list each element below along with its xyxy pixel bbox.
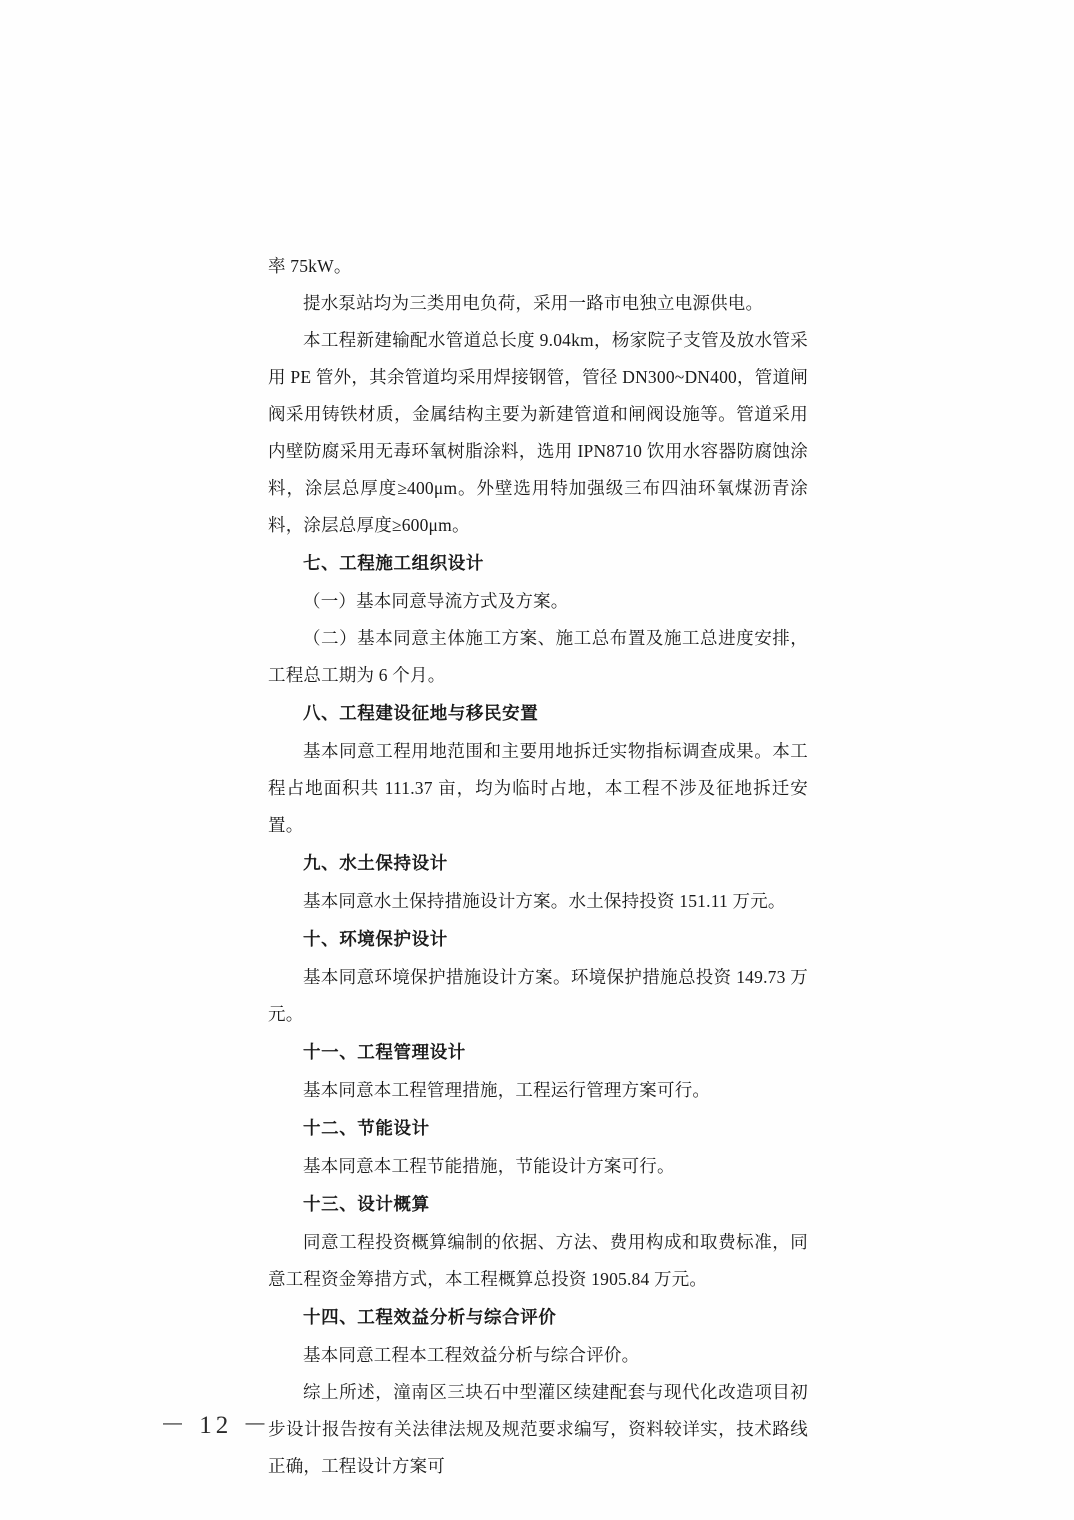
- section-heading-8: 八、工程建设征地与移民安置: [303, 704, 539, 724]
- section-heading-12: 十二、节能设计: [303, 1119, 430, 1139]
- section-heading-11: 十一、工程管理设计: [303, 1043, 466, 1063]
- paragraph: 提水泵站均为三类用电负荷，采用一路市电独立电源供电。: [303, 293, 764, 313]
- paragraph: （二）基本同意主体施工方案、施工总布置及施工总进度安排，工程总工期为 6 个月。: [268, 628, 808, 685]
- section-heading-10: 十、环境保护设计: [303, 930, 448, 950]
- section-heading-13: 十三、设计概算: [303, 1195, 430, 1215]
- section-heading-7: 七、工程施工组织设计: [303, 554, 484, 574]
- paragraph: 基本同意环境保护措施设计方案。环境保护措施总投资 149.73 万元。: [268, 967, 808, 1024]
- paragraph: 同意工程投资概算编制的依据、方法、费用构成和取费标准，同意工程资金筹措方式，本工程概算总投资 1905.84 万元。: [268, 1232, 808, 1289]
- document-body: [268, 248, 808, 1485]
- paragraph: 本工程新建输配水管道总长度 9.04km，杨家院子支管及放水管采用 PE 管外，其余管道均采用焊接钢管，管径 DN300~DN400，管道闸阀采用铸铁材质，金属结构主要为新建管道和闸阀设施等。管道采用内壁防腐采用无毒环氧树脂涂料，选用 IPN8710 饮用水容器防腐蚀涂料，涂层总厚度≥400μm。外壁选用特加强级三布四油环氧煤沥青涂料，涂层总厚度≥600μm。: [268, 330, 808, 535]
- paragraph: 基本同意本工程节能措施，节能设计方案可行。: [303, 1156, 675, 1176]
- section-heading-14: 十四、工程效益分析与综合评价: [303, 1308, 557, 1328]
- paragraph: 综上所述，潼南区三块石中型灌区续建配套与现代化改造项目初步设计报告按有关法律法规及规范要求编写，资料较详实，技术路线正确，工程设计方案可: [268, 1382, 808, 1476]
- paragraph: （一）基本同意导流方式及方案。: [303, 591, 569, 611]
- paragraph: 基本同意工程本工程效益分析与综合评价。: [303, 1345, 640, 1365]
- paragraph: 率 75kW。: [268, 256, 352, 276]
- paragraph: 基本同意本工程管理措施，工程运行管理方案可行。: [303, 1080, 711, 1100]
- paragraph: 基本同意水土保持措施设计方案。水土保持投资 151.11 万元。: [303, 891, 786, 911]
- page-number: － 12 －: [160, 1412, 272, 1439]
- paragraph: 基本同意工程用地范围和主要用地拆迁实物指标调查成果。本工程占地面积共 111.37 亩，均为临时占地，本工程不涉及征地拆迁安置。: [268, 741, 808, 835]
- section-heading-9: 九、水土保持设计: [303, 854, 448, 874]
